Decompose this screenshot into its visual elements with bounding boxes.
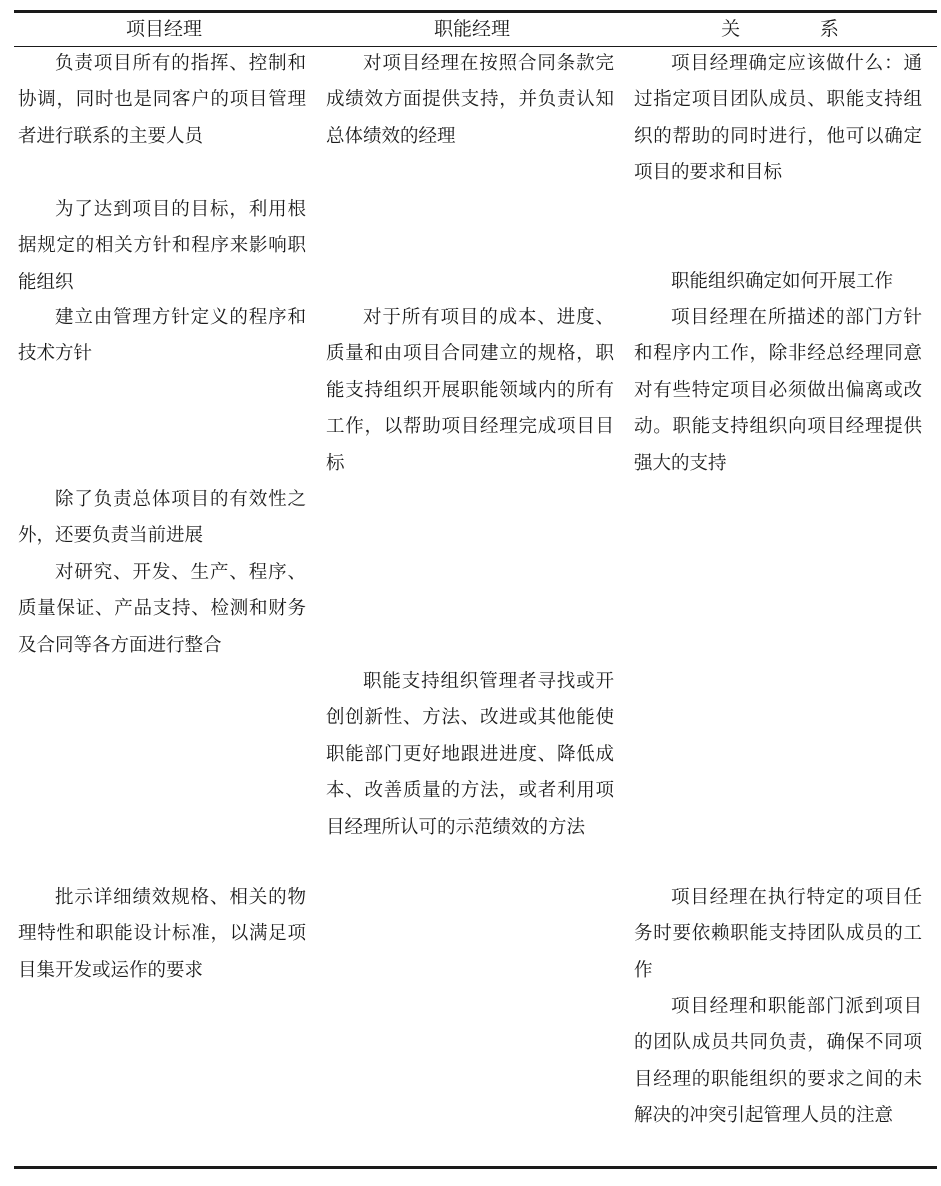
pm-cell-4: 除了负责总体项目的有效性之外，还要负责当前进展	[18, 489, 306, 547]
rel-cell-1: 项目经理确定应该做什么：通过指定项目团队成员、职能支持组织的帮助的同时进行，他可以确定项目的要求和目标	[634, 53, 922, 184]
fm-cell-1: 对项目经理在按照合同条款完成绩效方面提供支持，并负责认知总体绩效的经理	[326, 53, 614, 147]
header-functional-manager: 职能经理	[433, 18, 510, 40]
pm-cell-2: 为了达到项目的目标，利用根据规定的相关方针和程序来影响职能组织	[18, 199, 306, 293]
rel-cell-2: 职能组织确定如何开展工作	[671, 271, 894, 292]
pm-cell-1: 负责项目所有的指挥、控制和协调，同时也是同客户的项目管理者进行联系的主要人员	[18, 53, 306, 147]
header-relationship: 关 系	[721, 18, 870, 40]
fm-cell-2: 对于所有项目的成本、进度、质量和由项目合同建立的规格，职能支持组织开展职能领域内的所有工作，以帮助项目经理完成项目目标	[326, 307, 614, 474]
fm-cell-3: 职能支持组织管理者寻找或开创创新性、方法、改进或其他能使职能部门更好地跟进进度、降低成本、改善质量的方法，或者利用项目经理所认可的示范绩效的方法	[326, 671, 614, 838]
header-project-manager: 项目经理	[125, 18, 202, 40]
pm-cell-5: 对研究、开发、生产、程序、质量保证、产品支持、检测和财务及合同等各方面进行整合	[18, 562, 306, 656]
rel-cell-4: 项目经理在执行特定的项目任务时要依赖职能支持团队成员的工作	[634, 887, 922, 981]
rel-cell-3: 项目经理在所描述的部门方针和程序内工作，除非经总经理同意对有些特定项目必须做出偏离或改动。职能支持组织向项目经理提供强大的支持	[634, 307, 922, 474]
pm-cell-6: 批示详细绩效规格、相关的物理特性和职能设计标准，以满足项目集开发或运作的要求	[18, 887, 306, 981]
table-bottom-rule	[14, 1166, 937, 1169]
pm-cell-3: 建立由管理方针定义的程序和技术方针	[18, 307, 306, 365]
rel-cell-5: 项目经理和职能部门派到项目的团队成员共同负责，确保不同项目经理的职能组织的要求之间的未解决的冲突引起管理人员的注意	[634, 996, 922, 1127]
